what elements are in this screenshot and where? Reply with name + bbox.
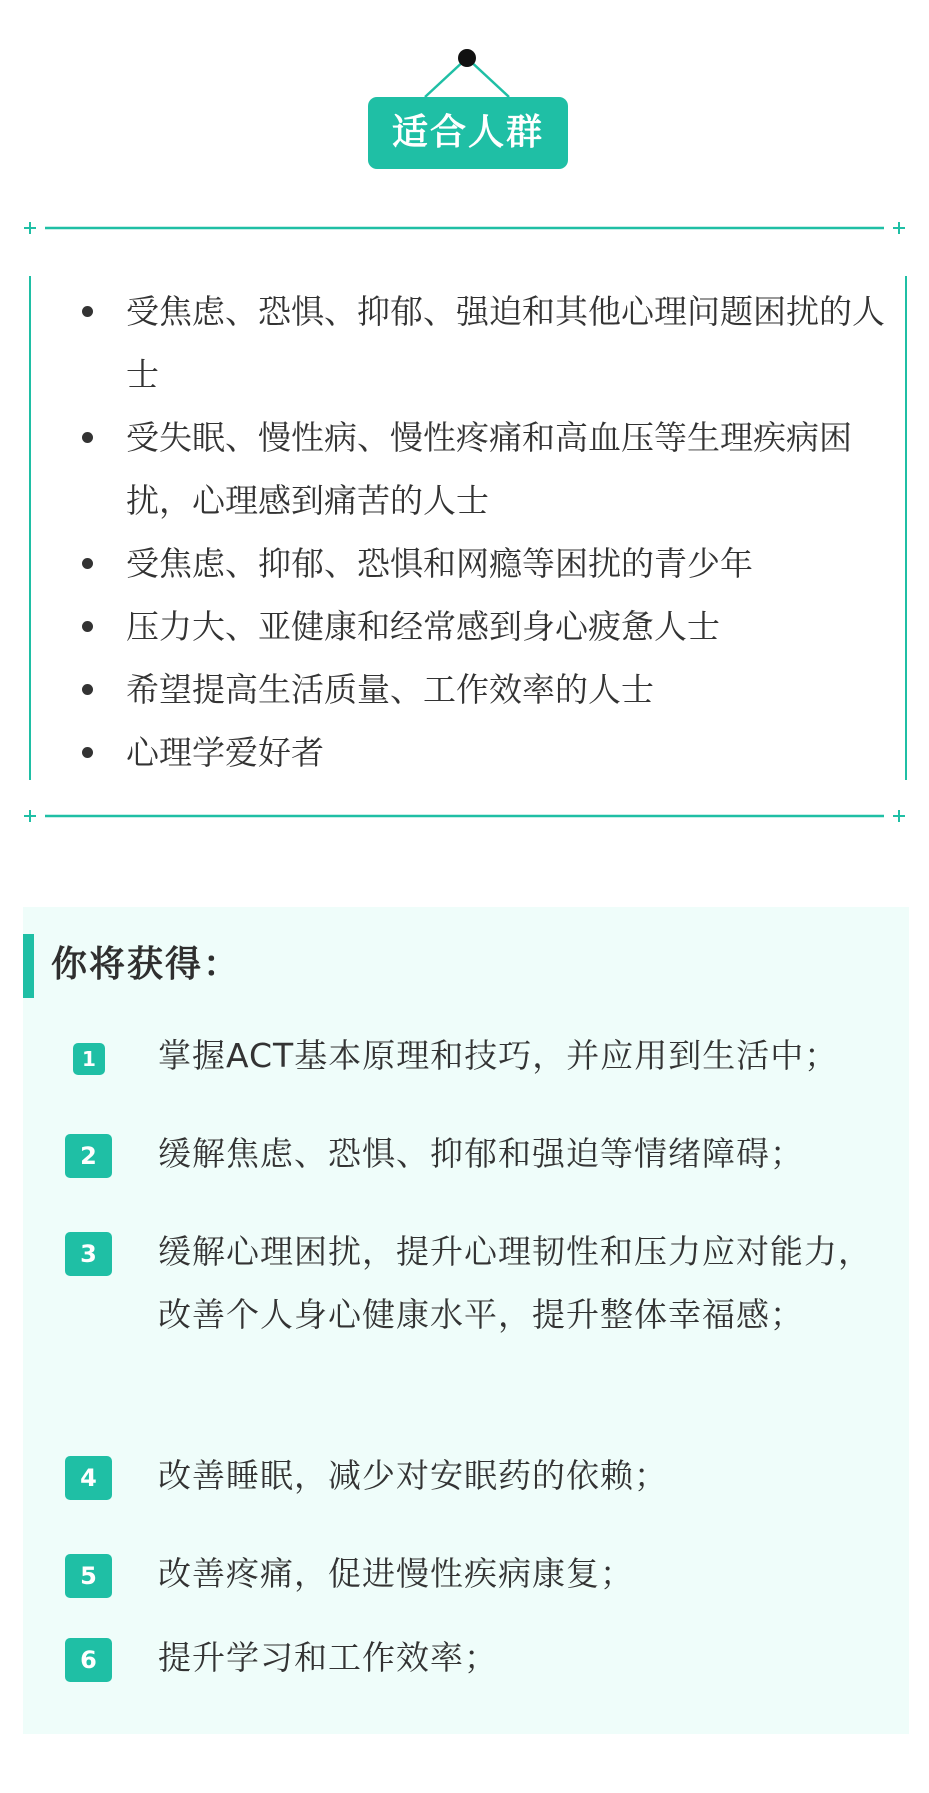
audience-list	[78, 280, 898, 784]
list-item	[78, 406, 898, 532]
title-accent-bar	[23, 934, 34, 998]
list-item-text: 受焦虑、恐惧、抑郁、强迫和其他心理问题困扰的人士	[126, 292, 885, 394]
gain-number-badge: 1	[73, 1043, 105, 1075]
bullet-icon	[82, 621, 93, 632]
gain-number-badge: 5	[65, 1554, 112, 1598]
list-item	[78, 532, 898, 595]
gain-number-badge: 4	[65, 1456, 112, 1500]
list-item-text: 希望提高生活质量、工作效率的人士	[126, 670, 654, 709]
plus-icon	[24, 222, 36, 234]
plus-icon	[893, 810, 905, 822]
gains-title: 你将获得：	[51, 944, 242, 985]
bullet-icon	[82, 558, 93, 569]
bullet-icon	[82, 432, 93, 443]
gain-text: 改善疼痛，促进慢性疾病康复；	[158, 1554, 634, 1593]
bullet-icon	[82, 747, 93, 758]
gain-number-badge: 6	[65, 1638, 112, 1682]
bullet-icon	[82, 684, 93, 695]
list-item	[78, 280, 898, 406]
gains-panel	[23, 907, 909, 1734]
list-item-text: 压力大、亚健康和经常感到身心疲惫人士	[126, 607, 720, 646]
list-item	[78, 595, 898, 658]
gain-text: 缓解心理困扰，提升心理韧性和压力应对能力，改善个人身心健康水平，提升整体幸福感；	[158, 1232, 872, 1334]
gain-number-badge: 3	[65, 1232, 112, 1276]
bullet-icon	[82, 306, 93, 317]
list-item	[78, 658, 898, 721]
list-item	[78, 721, 898, 784]
plus-icon	[24, 810, 36, 822]
audience-title: 适合人群	[368, 97, 568, 169]
list-item-text: 受焦虑、抑郁、恐惧和网瘾等困扰的青少年	[126, 544, 753, 583]
gain-text: 提升学习和工作效率；	[158, 1638, 498, 1677]
gain-text: 缓解焦虑、恐惧、抑郁和强迫等情绪障碍；	[158, 1134, 804, 1173]
list-item-text: 心理学爱好者	[126, 733, 324, 772]
gain-number-badge: 2	[65, 1134, 112, 1178]
gain-text: 掌握ACT基本原理和技巧，并应用到生活中；	[158, 1036, 839, 1075]
plus-icon	[893, 222, 905, 234]
gain-text: 改善睡眠，减少对安眠药的依赖；	[158, 1456, 668, 1495]
list-item-text: 受失眠、慢性病、慢性疼痛和高血压等生理疾病困扰，心理感到痛苦的人士	[126, 418, 852, 520]
